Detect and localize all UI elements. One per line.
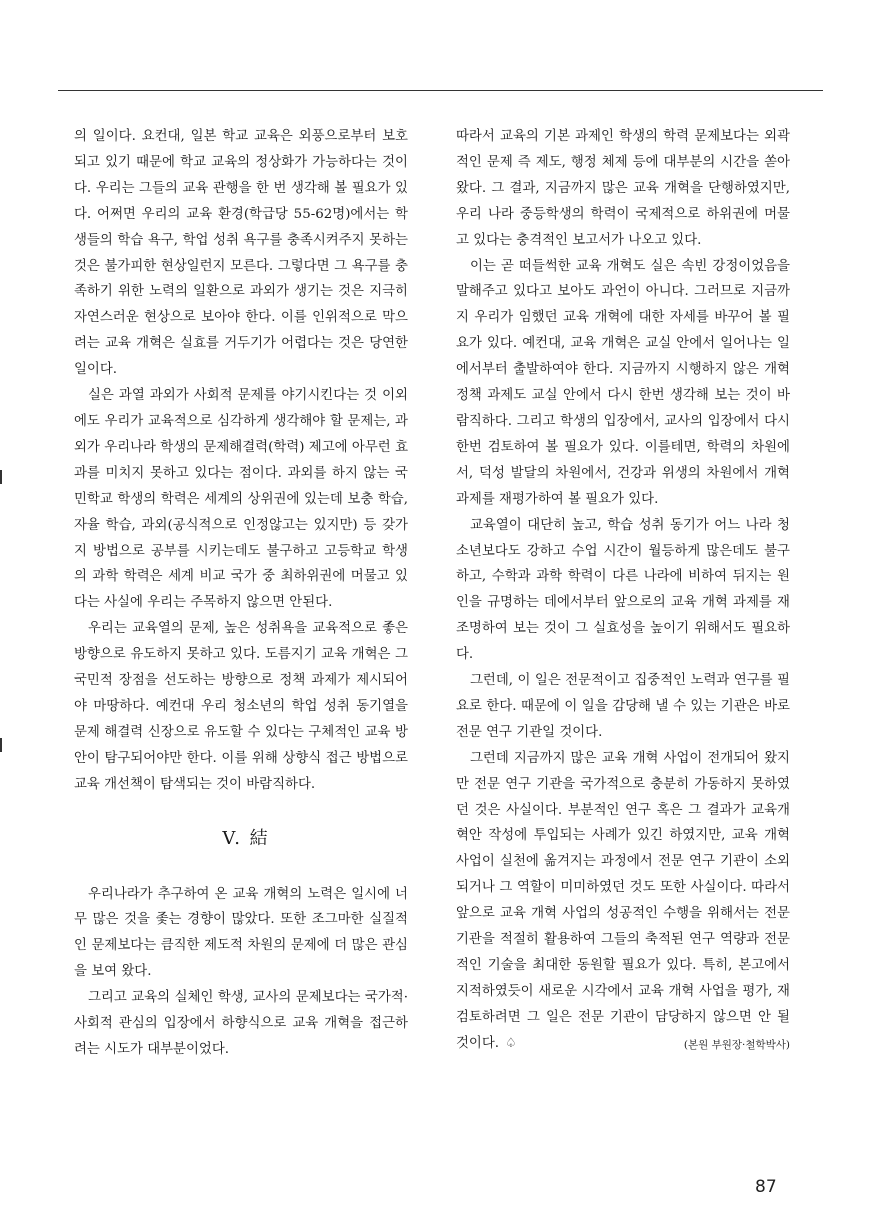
- paragraph: 그런데, 이 일은 전문적이고 집중적인 노력과 연구를 필요로 한다. 때문에 이 일을 감당해 낼 수 있는 기관은 바로 전문 연구 기관일 것이다.: [456, 673, 790, 740]
- page-number: 87: [755, 1177, 777, 1197]
- paragraph: 실은 과열 과외가 사회적 문제를 야기시킨다는 것 이외에도 우리가 교육적으로 심각하게 생각해야 할 문제는, 과외가 우리나라 학생의 문제해결력(학력) 제고에 아무런 효과를 미치지 못하고 있다는 점이다. 과외를 하지 않는 국민학교 학생의 학력은 세계의 상위권에 있는데 보충 학습, 자율 학습, 과외(공식적으로 인정않고는 있지만) 등 갖가지 방법으로 공부를 시키는데도 불구하고 고등학교 학생의 과학 학력은 세계 비교 국가 중 최하위권에 머물고 있다는 사실에 우리는 주목하지 않으면 안된다.: [74, 388, 408, 611]
- section-heading: V. 結: [222, 827, 270, 849]
- paragraph: 그리고 교육의 실체인 학생, 교사의 문제보다는 국가적·사회적 관심의 입장에서 하향식으로 교육 개혁을 접근하려는 시도가 대부분이었다.: [74, 990, 408, 1057]
- paragraph: 우리는 교육열의 문제, 높은 성취욕을 교육적으로 좋은 방향으로 유도하지 못하고 있다. 도름지기 교육 개혁은 그 국민적 장점을 선도하는 방향으로 정책 과제가 제시되어야 마땅하다. 예컨대 우리 청소년의 학업 성취 동기열을 문제 해결력 신장으로 유도할 수 있다는 구체적인 교육 방안이 탐구되어야만 한다. 이를 위해 상향식 접근 방법으로 교육 개선책이 탐색되는 것이 바람직하다.: [74, 621, 408, 792]
- paragraph-text: 그런데 지금까지 많은 교육 개혁 사업이 전개되어 왔지만 전문 연구 기관을 국가적으로 충분히 가동하지 못하였던 것은 사실이다. 부분적인 연구 혹은 그 결과가 교육개혁안 작성에 투입되는 사례가 있긴 하였지만, 교육 개혁 사업이 실천에 옮겨지는 과정에서 전문 연구 기관이 소외되거나 그 역할이 미미하였던 것도 또한 사실이다. 따라서 앞으로 교육 개혁 사업의 성공적인 수행을 위해서는 전문 기관을 적절히 활용하여 그들의 축적된 연구 역량과 전문적인 기술을 최대한 동원할 필요가 있다. 특히, 본고에서 지적하였듯이 새로운 시각에서 교육 개혁 사업을 평가, 재검토하려면 그 일은 전문 기관이 담당하지 않으면 안 될 것이다.: [456, 750, 790, 1051]
- paragraph: 우리나라가 추구하여 온 교육 개혁의 노력은 일시에 너무 많은 것을 좇는 경향이 많았다. 또한 조그마한 실질적인 문제보다는 큼직한 제도적 차원의 문제에 더 많은 관심을 보여 왔다.: [74, 886, 408, 980]
- right-column: [456, 124, 790, 1059]
- paragraph: 따라서 교육의 기본 과제인 학생의 학력 문제보다는 외곽적인 문제 즉 제도, 행정 체제 등에 대부분의 시간을 쏟아 왔다. 그 결과, 지금까지 많은 교육 개혁을 단행하였지만, 우리 나라 중등학생의 학력이 국제적으로 하위권에 머물고 있다는 충격적인 보고서가 나오고 있다.: [456, 129, 790, 248]
- edge-mark: [0, 470, 2, 484]
- paragraph: [456, 746, 790, 1057]
- paragraph: 의 일이다. 요컨대, 일본 학교 교육은 외풍으로부터 보호되고 있기 때문에 학교 교육의 정상화가 가능하다는 것이다. 우리는 그들의 교육 관행을 한 번 생각해 볼 필요가 있다. 어쩌면 우리의 교육 환경(학급당 55-62명)에서는 학생들의 학습 욕구, 학업 성취 욕구를 충족시켜주지 못하는 것은 불가피한 현상일런지 모른다. 그렇다면 그 욕구를 충족하기 위한 노력의 일환으로 과외가 생기는 것은 지극히 자연스러운 현상으로 보아야 한다. 이를 인위적으로 막으려는 교육 개혁은 실효를 거두기가 어렵다는 것은 당연한 일이다.: [74, 129, 408, 378]
- left-column: [74, 124, 408, 1063]
- author-signature: (본원 부원장·철학박사): [683, 1038, 790, 1051]
- paragraph: 이는 곧 떠들썩한 교육 개혁도 실은 속빈 강정이었음을 말해주고 있다고 보아도 과언이 아니다. 그러므로 지금까지 우리가 임했던 교육 개혁에 대한 자세를 바꾸어 볼 필요가 있다. 예컨대, 교육 개혁은 교실 안에서 일어나는 일에서부터 출발하여야 한다. 지금까지 시행하지 않은 개혁 정책 과제도 교실 안에서 다시 한번 생각해 보는 것이 바람직하다. 그리고 학생의 입장에서, 교사의 입장에서 다시 한번 검토하여 볼 필요가 있다. 이를테면, 학력의 차원에서, 덕성 발달의 차원에서, 건강과 위생의 차원에서 개혁 과제를 재평가하여 볼 필요가 있다.: [456, 258, 790, 507]
- paragraph: 교육열이 대단히 높고, 학습 성취 동기가 어느 나라 청소년보다도 강하고 수업 시간이 월등하게 많은데도 불구하고, 수학과 과학 학력이 다른 나라에 비하여 뒤지는 원인을 규명하는 데에서부터 앞으로의 교육 개혁 과제를 재조명하여 보는 것이 그 실효성을 높이기 위해서도 필요하다.: [456, 517, 790, 663]
- end-mark-icon: ♤: [505, 1035, 517, 1051]
- top-rule: [58, 90, 823, 91]
- edge-mark: [0, 738, 2, 752]
